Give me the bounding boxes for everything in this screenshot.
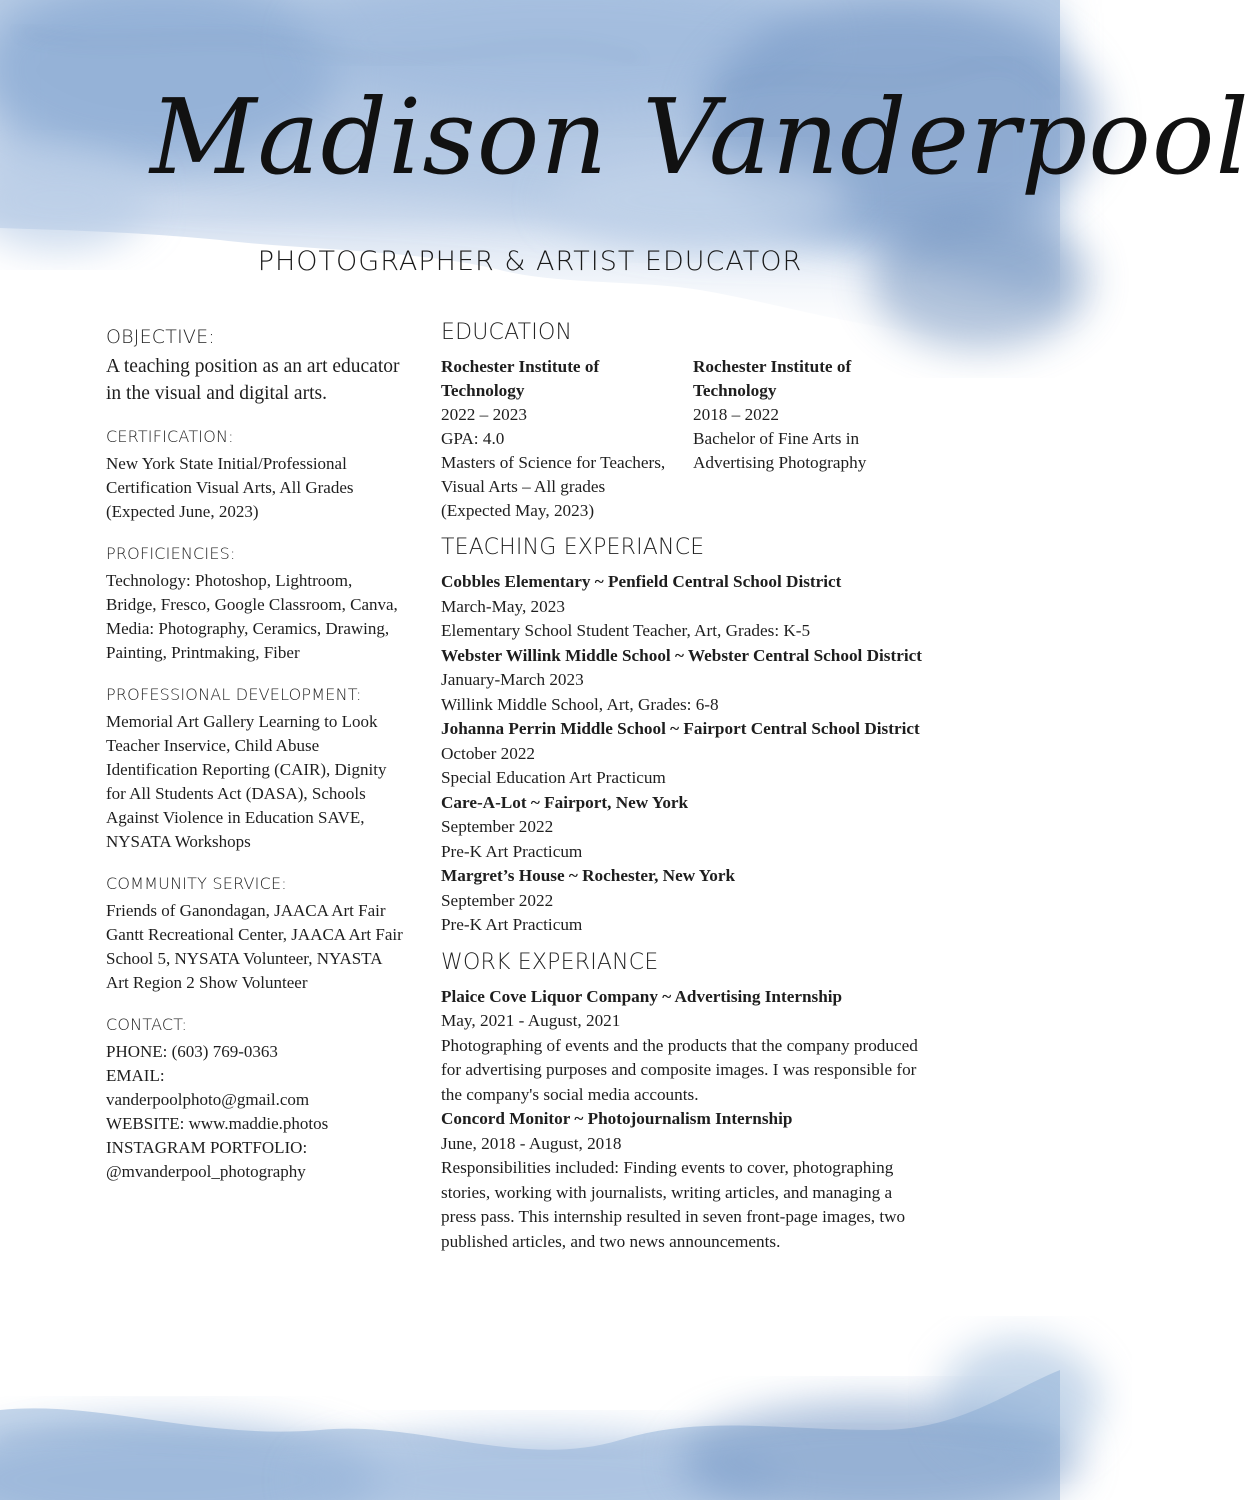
- proficiencies-section: [106, 544, 406, 665]
- teaching-heading: TEACHING EXPERIANCE: [441, 535, 705, 560]
- teaching-title: Webster Willink Middle School ~ Webster Central School District: [441, 645, 922, 665]
- teaching-item: [441, 717, 931, 791]
- work-date: June, 2018 - August, 2018: [441, 1133, 622, 1153]
- education-heading: EDUCATION: [441, 320, 573, 345]
- work-section: [441, 950, 931, 1255]
- contact-section: [106, 1015, 406, 1184]
- work-title: Plaice Cove Liquor Company ~ Advertising Internship: [441, 986, 843, 1006]
- teaching-date: September 2022: [441, 817, 554, 836]
- community-service-heading: COMMUNITY SERVICE:: [106, 874, 287, 893]
- work-item: [441, 985, 931, 1108]
- teaching-date: September 2022: [441, 890, 554, 910]
- teaching-desc: Pre-K Art Practicum: [441, 915, 583, 934]
- education-years: 2018 – 2022: [693, 405, 779, 424]
- teaching-date: October 2022: [441, 743, 536, 763]
- work-desc: Photographing of events and the products that the company produced for advertising purposes and composite images. I was responsible for the company's social media accounts.: [441, 1035, 918, 1104]
- contact-phone[interactable]: PHONE: (603) 769-0363: [106, 1042, 278, 1061]
- proficiencies-heading: PROFICIENCIES:: [106, 544, 236, 563]
- teaching-desc: Special Education Art Practicum: [441, 768, 666, 787]
- teaching-date: January-March 2023: [441, 670, 584, 689]
- contact-email[interactable]: vanderpoolphoto@gmail.com: [106, 1090, 310, 1109]
- work-date: May, 2021 - August, 2021: [441, 1011, 621, 1030]
- right-column: [441, 320, 931, 1274]
- teaching-desc: Elementary School Student Teacher, Art, Grades: K-5: [441, 621, 811, 640]
- education-item: [441, 355, 671, 523]
- contact-instagram[interactable]: @mvanderpool_photography: [106, 1162, 306, 1181]
- left-column: [106, 326, 406, 1204]
- education-school: Rochester Institute of Technology: [693, 357, 852, 400]
- contact-instagram-label: INSTAGRAM PORTFOLIO:: [106, 1138, 308, 1157]
- teaching-title: Margret’s House ~ Rochester, New York: [441, 866, 736, 885]
- applicant-name: Madison Vanderpool: [150, 76, 1250, 198]
- work-title: Concord Monitor ~ Photojournalism Internship: [441, 1109, 793, 1128]
- teaching-item: [441, 791, 931, 865]
- proficiencies-technology: Technology: Photoshop, Lightroom, Bridge, Fresco, Google Classroom, Canva,: [106, 571, 398, 614]
- professional-development-heading: PROFESSIONAL DEVELOPMENT:: [106, 685, 362, 704]
- work-desc: Responsibilities included: Finding events to cover, photographing stories, working with journalists, writing articles, and managing a press pass. This internship resulted in seven front-page images, two published articles, and two news announcements.: [441, 1158, 906, 1251]
- objective-section: [106, 326, 406, 407]
- objective-text: A teaching position as an art educator in the visual and digital arts.: [106, 356, 400, 404]
- certification-heading: CERTIFICATION:: [106, 427, 234, 446]
- proficiencies-media: Media: Photography, Ceramics, Drawing, Painting, Printmaking, Fiber: [106, 619, 390, 662]
- applicant-title: PHOTOGRAPHER & ARTIST EDUCATOR: [257, 246, 803, 277]
- contact-email-label: EMAIL:: [106, 1066, 165, 1085]
- education-degree: Masters of Science for Teachers, Visual Arts – All grades (Expected May, 2023): [441, 453, 666, 520]
- teaching-desc: Willink Middle School, Art, Grades: 6-8: [441, 694, 719, 714]
- teaching-item: [441, 864, 931, 938]
- objective-heading: OBJECTIVE:: [106, 326, 215, 348]
- teaching-title: Johanna Perrin Middle School ~ Fairport Central School District: [441, 719, 920, 738]
- teaching-item: [441, 644, 931, 718]
- education-item: [693, 355, 923, 523]
- education-section: [441, 320, 931, 523]
- professional-development-text: Memorial Art Gallery Learning to Look Teacher Inservice, Child Abuse Identification Reporting (CAIR), Dignity for All Students Act (DASA), Schools Against Violence in Education SAVE, NYSATA Workshops: [106, 712, 387, 851]
- education-list: [441, 355, 931, 523]
- contact-heading: CONTACT:: [106, 1015, 188, 1034]
- professional-development-section: [106, 685, 406, 854]
- education-gpa: GPA: 4.0: [441, 429, 505, 448]
- education-years: 2022 – 2023: [441, 405, 527, 424]
- education-school: Rochester Institute of Technology: [441, 357, 600, 400]
- teaching-section: [441, 535, 931, 938]
- certification-section: [106, 427, 406, 524]
- education-degree: Bachelor of Fine Arts in Advertising Photography: [693, 429, 867, 472]
- certification-text: New York State Initial/Professional Certification Visual Arts, All Grades (Expected June, 2023): [106, 454, 354, 521]
- community-service-section: [106, 874, 406, 995]
- teaching-desc: Pre-K Art Practicum: [441, 841, 583, 861]
- teaching-title: Care-A-Lot ~ Fairport, New York: [441, 792, 689, 812]
- contact-website[interactable]: WEBSITE: www.maddie.photos: [106, 1114, 329, 1133]
- work-item: [441, 1107, 931, 1254]
- community-service-text: Friends of Ganondagan, JAACA Art Fair Gantt Recreational Center, JAACA Art Fair School 5, NYSATA Volunteer, NYASTA Art Region 2 Show Volunteer: [106, 901, 403, 992]
- teaching-title: Cobbles Elementary ~ Penfield Central School District: [441, 572, 842, 591]
- teaching-item: [441, 570, 931, 644]
- work-heading: WORK EXPERIANCE: [441, 949, 659, 975]
- teaching-date: March-May, 2023: [441, 596, 565, 616]
